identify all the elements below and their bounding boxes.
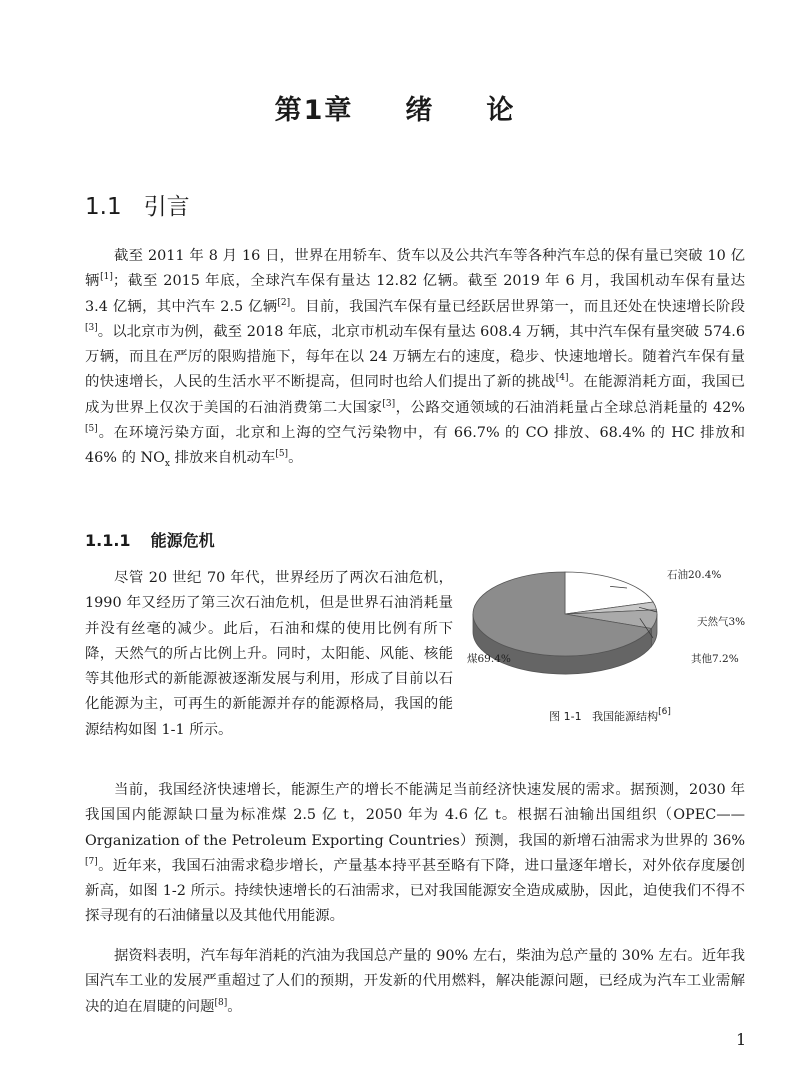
text-run: 尽管 20 世纪 70 年代，世界经历了两次石油危机，1990 年又经历了第三次石油危机，但是世界石油消耗量并没有丝毫的减少。此后，石油和煤的使用比例有所下降，天然气的所占比例上升。同时，太阳能、风能、核能等其他形式的新能源被逐渐发展与利用，形成了目前以石化能源为主，可再生的新能源并存的能源格局，我国的能源结构如图 1-1 所示。: [85, 570, 453, 738]
demand-paragraph: [85, 778, 745, 930]
citation: [1]: [100, 272, 113, 283]
text-run: ，公路交通领域的石油消耗量占全球总消耗量的 42%: [395, 399, 745, 416]
text-run: ；截至 2015 年底，全球汽车保有量达 12.82 亿辆。截至 2019 年 6 月，我国机动车保有量达 3.4 亿辆，其中汽车 2.5 亿辆: [85, 273, 745, 315]
citation: [5]: [85, 424, 98, 435]
section-number: 1.1: [85, 194, 122, 220]
citation: [2]: [277, 297, 291, 308]
text-run: 。目前，我国汽车保有量已经跃居世界第一，而且还处在快速增长阶段: [290, 298, 745, 315]
energy-crisis-paragraph: [85, 566, 453, 743]
text-run: 。在环境污染方面，北京和上海的空气污染物中，有 66.7% 的 CO 排放、68.4% 的 HC 排放和 46% 的 NO: [85, 425, 745, 467]
pie-label-煤: 煤69.4%: [467, 653, 511, 665]
text-run: 当前，我国经济快速增长，能源生产的增长不能满足当前经济快速发展的需求。据预测，2030 年我国国内能源缺口量为标准煤 2.5 亿 t，2050 年为 4.6 亿 t。根据石油输出国组织（OPEC——Organization of the Petroleum Exporting Countries）预测，我国的新增石油需求为世界的 36%: [85, 782, 745, 849]
figure-caption-label: 图 1-1: [549, 710, 582, 723]
chapter-title-part1: 绪: [405, 95, 435, 126]
pie-label-其他: 其他7.2%: [691, 653, 739, 665]
fuel-paragraph: [85, 944, 745, 1020]
chapter-label: 第1章: [274, 95, 354, 126]
section-text: 引言: [143, 194, 190, 220]
text-run: 。以北京市为例，截至 2018 年底，北京市机动车保有量达 608.4 万辆，其中汽车保有量突破 574.6 万辆，而且在严厉的限购措施下，每年在以 24 万辆左右的速度，稳步、快速地增长。随着汽车保有量的快速增长，人民的生活水平不断提高，但同时也给人们提出了新的挑战: [85, 323, 745, 391]
figure-caption-text: 我国能源结构: [592, 710, 659, 723]
text-run: 。: [288, 450, 303, 467]
text-run: 。: [227, 998, 242, 1015]
citation: [7]: [85, 856, 98, 867]
figure-caption: [465, 708, 755, 724]
nox-subscript: x: [164, 459, 170, 470]
pie-label-石油: 石油20.4%: [667, 569, 722, 581]
citation: [6]: [658, 707, 671, 717]
citation: [3]: [382, 398, 396, 409]
page-number: 1: [736, 1030, 747, 1049]
text-run: 截至 2011 年 8 月 16 日，世界在用轿车、货车以及公共汽车等各种汽车总的保有量已突破 10 亿辆: [85, 248, 745, 290]
chapter-title-part2: 论: [486, 95, 516, 126]
citation: [3]: [85, 322, 98, 333]
citation: [8]: [214, 997, 228, 1008]
citation: [4]: [555, 373, 569, 384]
pie-chart: [465, 558, 765, 708]
subsection-number: 1.1.1: [85, 531, 131, 550]
figure-energy-structure: [465, 558, 765, 738]
intro-paragraph: [85, 244, 745, 472]
citation: [5]: [275, 449, 289, 460]
text-run: 。近年来，我国石油需求稳步增长，产量基本持平甚至略有下降，进口量逐年增长，对外依存度屡创新高，如图 1-2 所示。持续快速增长的石油需求，已对我国能源安全造成威胁，因此，迫使我们不得不探寻现有的石油储量以及其他代用能源。: [85, 857, 745, 925]
chapter-title: [0, 88, 790, 127]
text-run: 排放来自机动车: [170, 450, 276, 467]
subsection-text: 能源危机: [150, 531, 215, 550]
section-title: [85, 188, 190, 221]
text-run: 据资料表明，汽车每年消耗的汽油为我国总产量的 90% 左右，柴油为总产量的 30% 左右。近年我国汽车工业的发展严重超过了人们的预期，开发新的代用燃料，解决能源问题，已经成为汽车工业需解决的迫在眉睫的问题: [85, 948, 745, 1015]
pie-label-天然气: 天然气3%: [697, 616, 746, 628]
text-run: 。在能源消耗方面，我国已成为世界上仅次于美国的石油消费第二大国家: [85, 374, 745, 416]
subsection-title: [85, 528, 215, 551]
